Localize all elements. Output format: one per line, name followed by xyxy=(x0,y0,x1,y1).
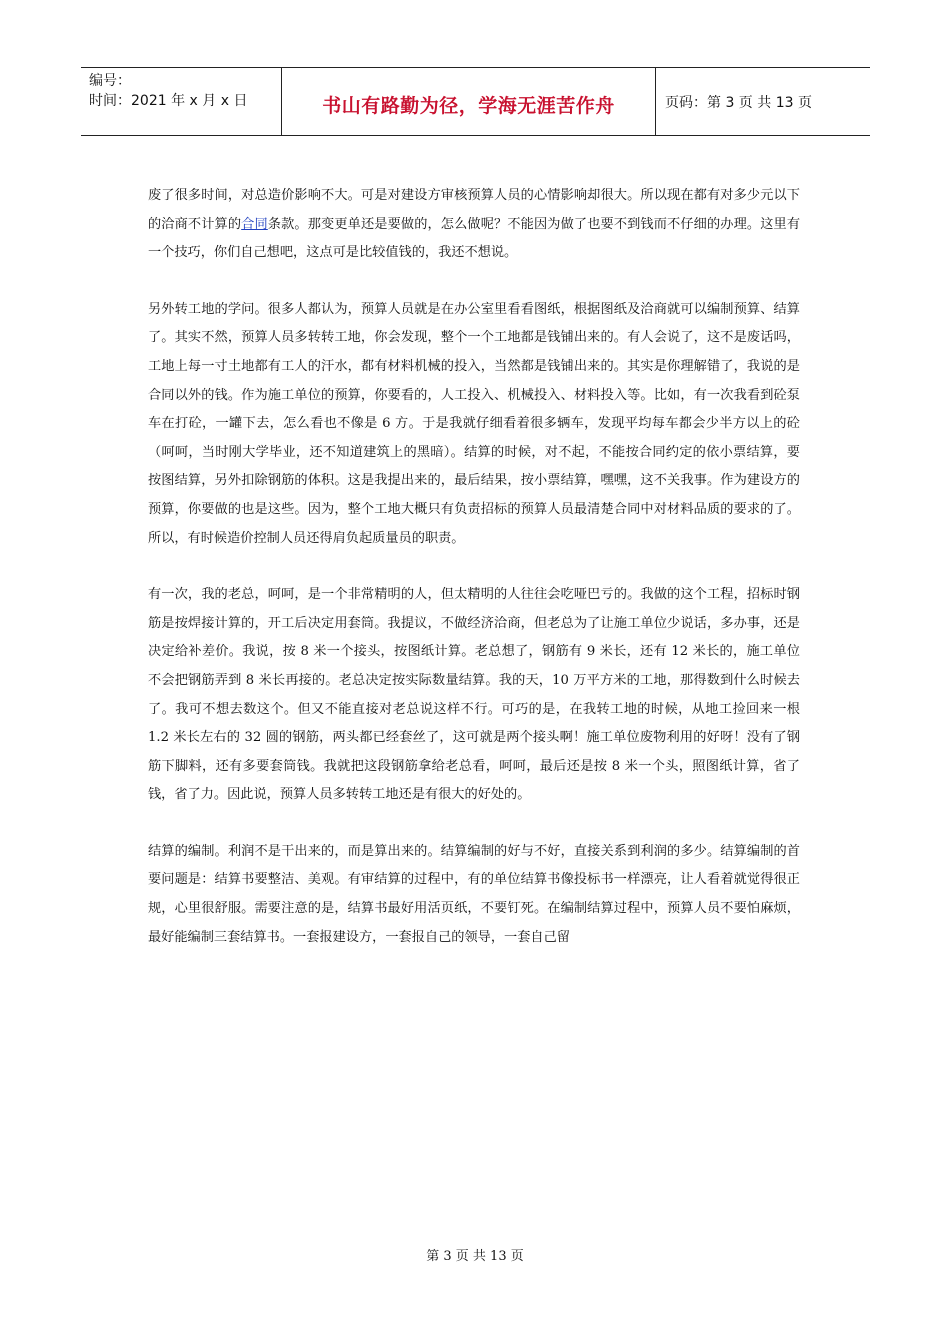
paragraph-1-text-after-link: 条款。那变更单还是要做的，怎么做呢？不能因为做了也要不到钱而不仔细的办理。这里有一个技巧，你们自己想吧，这点可是比较值钱的，我还不想说。 xyxy=(148,216,801,261)
paragraph-2: 另外转工地的学问。很多人都认为，预算人员就是在办公室里看看图纸，根据图纸及洽商就可以编制预算、结算了。其实不然，预算人员多转转工地，你会发现，整个一个工地都是钱铺出来的。有人会说了，这不是废话吗，工地上每一寸土地都有工人的汗水，都有材料机械的投入，当然都是钱铺出来的。其实是你理解错了，我说的是合同以外的钱。作为施工单位的预算，你要看的，人工投入、机械投入、材料投入等。比如，有一次我看到砼泵车在打砼，一罐下去，怎么看也不像是 6 方。于是我就仔细看着很多辆车，发现平均每车都会少半方以上的砼（呵呵，当时刚大学毕业，还不知道建筑上的黑暗）。结算的时候，对不起，不能按合同约定的依小票结算，要按图结算，另外扣除钢筋的体积。这是我提出来的，最后结果，按小票结算，嘿嘿，这不关我事。作为建设方的预算，你要做的也是这些。因为，整个工地大概只有负责招标的预算人员最清楚合同中对材料品质的要求的了。所以，有时候造价控制人员还得肩负起质量员的职责。 xyxy=(148,301,800,546)
paragraph-4: 结算的编制。利润不是干出来的，而是算出来的。结算编制的好与不好，直接关系到利润的多少。结算编制的首要问题是：结算书要整洁、美观。有审结算的过程中，有的单位结算书像投标书一样漂亮，让人看着就觉得很正规，心里很舒服。需要注意的是，结算书最好用活页纸，不要钉死。在编制结算过程中，预算人员不要怕麻烦，最好能编制三套结算书。一套报建设方，一套报自己的领导，一套自己留 xyxy=(148,843,800,945)
page-footer xyxy=(0,1245,950,1264)
header-meta-cell xyxy=(81,68,282,135)
paragraph-3: 有一次，我的老总，呵呵，是一个非常精明的人，但太精明的人往往会吃哑巴亏的。我做的这个工程，招标时钢筋是按焊接计算的，开工后决定用套筒。我提议，不做经济洽商，但老总为了让施工单位少说话，多办事，还是决定给补差价。我说，按 8 米一个接头，按图纸计算。老总想了，钢筋有 9 米长，还有 12 米长的，施工单位不会把钢筋弄到 8 米长再接的。老总决定按实际数量结算。我的天，10 万平方米的工地，那得数到什么时候去了。我可不想去数这个。但又不能直接对老总说这样不行。可巧的是，在我转工地的时候，从地工捡回来一根 1.2 米长左右的 32 圆的钢筋，两头都已经套丝了，这可就是两个接头啊！施工单位废物利用的好呀！没有了钢筋下脚料，还有多要套筒钱。我就把这段钢筋拿给老总看，呵呵，最后还是按 8 米一个头，照图纸计算，省了钱，省了力。因此说，预算人员多转转工地还是有很大的好处的。 xyxy=(148,587,800,803)
header-page-indicator: 页码：第 3 页 共 13 页 xyxy=(665,94,812,111)
document-body xyxy=(148,182,800,980)
header-motto: 书山有路勤为径，学海无涯苦作舟 xyxy=(322,95,615,117)
header-page-cell xyxy=(656,68,870,135)
document-number-label: 编号： xyxy=(89,73,131,89)
document-header xyxy=(81,67,870,136)
header-motto-cell xyxy=(282,68,656,135)
footer-page-number: 第 3 页 共 13 页 xyxy=(426,1249,524,1264)
contract-link[interactable]: 合同 xyxy=(241,216,268,232)
paragraph-1 xyxy=(148,182,800,268)
document-date-label: 时间：2021 年 x 月 x 日 xyxy=(89,93,248,109)
paragraph-1-text-before-link: 废了很多时间，对总造价影响不大。可是对建设方审核预算人员的心情影响却很大。所以现在都有对多少元以下的洽商不计算的 xyxy=(148,188,800,232)
